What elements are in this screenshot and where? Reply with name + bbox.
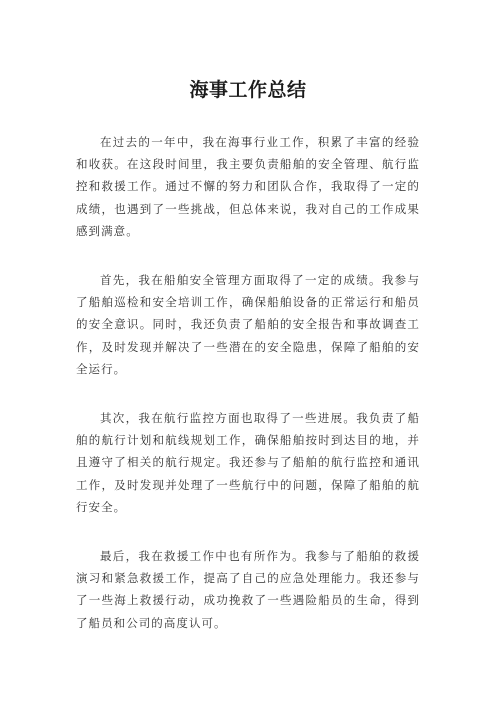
paragraph-navigation-monitoring: 其次，我在航行监控方面也取得了一些进展。我负责了船舶的航行计划和航线规划工作，确保船舶按时到达目的地，并且遵守了相关的航行规定。我还参与了船舶的航行监控和通讯工作，及时发现并处理了一些航行中的问题，保障了船舶的航行安全。: [76, 411, 420, 514]
paragraph-rescue-work: 最后，我在救援工作中也有所作为。我参与了船舶的救援演习和紧急救援工作，提高了自己的应急处理能力。我还参与了一些海上救援行动，成功挽救了一些遇险船员的生命，得到了船员和公司的高度认可。: [76, 549, 420, 630]
paragraph-intro: 在过去的一年中，我在海事行业工作，积累了丰富的经验和收获。在这段时间里，我主要负责船舶的安全管理、航行监控和救援工作。通过不懈的努力和团队合作，我取得了一定的成绩，也遇到了一些挑战，但总体来说，我对自己的工作成果感到满意。: [76, 135, 420, 238]
document-title: 海事工作总结: [189, 79, 307, 101]
paragraph-safety-management: 首先，我在船舶安全管理方面取得了一定的成绩。我参与了船舶巡检和安全培训工作，确保船舶设备的正常运行和船员的安全意识。同时，我还负责了船舶的安全报告和事故调查工作，及时发现并解决了一些潜在的安全隐患，保障了船舶的安全运行。: [76, 273, 420, 376]
document-body: [76, 131, 420, 634]
